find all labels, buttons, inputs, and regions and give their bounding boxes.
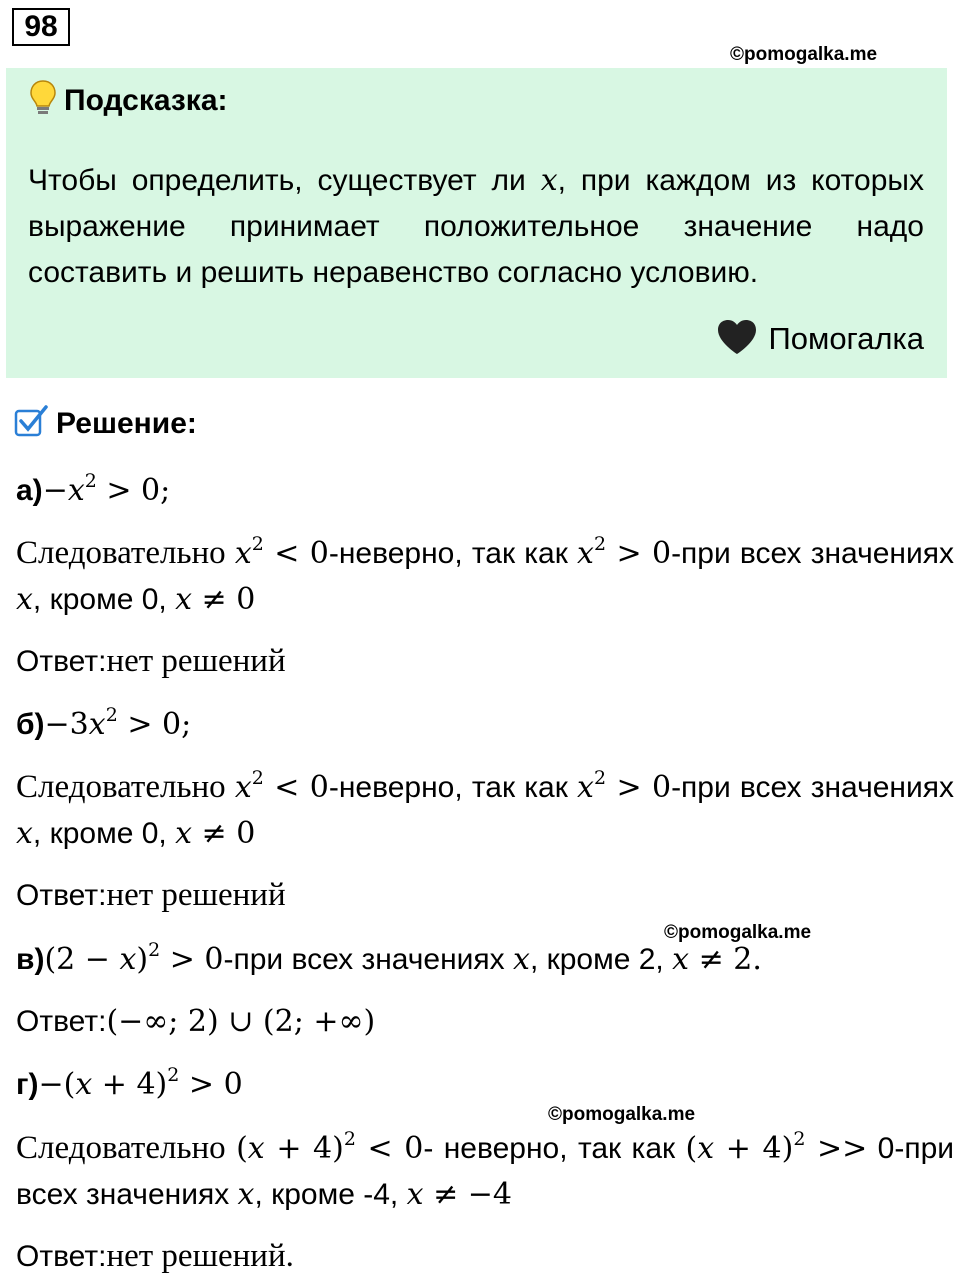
checkbox-check-icon	[14, 405, 48, 437]
task-number: 98	[12, 8, 70, 46]
watermark-2: ©pomogalka.me	[664, 922, 812, 943]
part-g-consequence: Следовательно $(x + 4)^2 < 0-$ неверно, так как $(x + 4)^2 >> 0-при$ всех значениях x, кроме -4, x ≠ −4	[16, 1128, 955, 1212]
watermark-3: ©pomogalka.me	[548, 1104, 696, 1125]
part-b-answer: Ответ:нет решений	[16, 877, 286, 913]
part-a-statement: $а)-x^2 > 0$;	[16, 470, 171, 508]
solution-heading	[14, 405, 197, 441]
hint-title: Подсказка:	[64, 84, 228, 117]
solution-title: Решение:	[56, 407, 197, 440]
part-b-consequence: Следовательно $x^2$ < 0-неверно, так как $x^2 > 0-при$ всех значениях x, кроме 0, x ≠ 0	[16, 767, 954, 851]
part-a-answer: Ответ:нет решений	[16, 643, 286, 679]
watermark: ©pomogalka.me	[730, 44, 878, 65]
signature-text: Помогалка	[768, 321, 924, 356]
part-b-statement: $б)-3x^2 > 0$;	[16, 704, 192, 742]
part-a-consequence: Следовательно $x^2$ < 0-неверно, так как $x^2 > 0-при$ всех значениях x, кроме 0, x ≠ 0	[16, 533, 954, 617]
part-v-statement: $в)(2 - x)^2 > 0-при$ всех значениях x, кроме 2, x ≠ 2.	[16, 939, 762, 977]
part-g-answer: Ответ:нет решений.	[16, 1238, 294, 1274]
hint-text: Чтобы определить, существует ли x, при каждом из которых выражение принимает положительное значение надо составить и решить неравенство согласно условию.	[28, 163, 924, 289]
part-g-statement: $г)-(x + 4)^2 > 0$	[16, 1064, 243, 1102]
lightbulb-icon	[30, 80, 56, 116]
part-v-answer: Ответ:(−∞; 2) ∪ (2; +∞)	[16, 1004, 376, 1039]
signature	[716, 318, 924, 357]
hint-heading	[30, 80, 228, 118]
heart-icon	[716, 318, 758, 356]
